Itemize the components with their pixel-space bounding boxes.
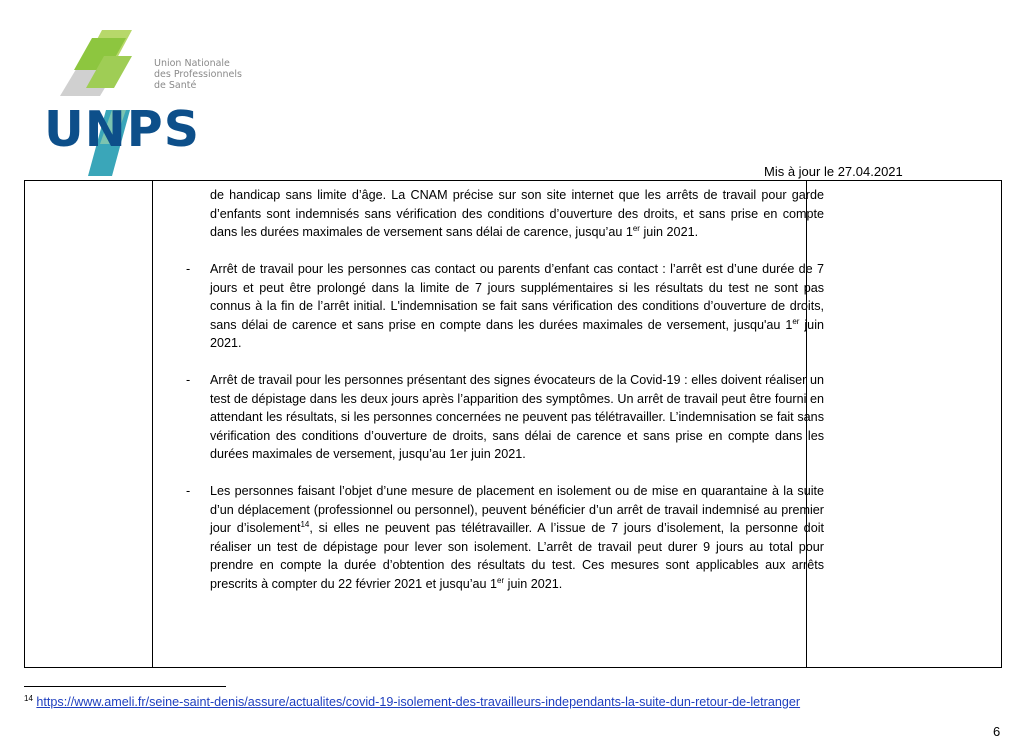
bullet-text: Arrêt de travail pour les personnes cas contact ou parents d’enfant cas contact : l’arrêt est d’une durée de 7 jours et peut être prolongé dans la limite de 7 jours supplémentaires si les résultats du test ne sont pas connus à la fin de l’arrêt initial. L'indemnisation se fait sans vérification des conditions d’ouverture de droits, sans délai de carence et sans prise en compte dans les durées maximales de versement, jusqu'au 1 xyxy=(210,262,824,332)
paragraph-text: de handicap sans limite d’âge. La CNAM précise sur son site internet que les arrêts de travail pour garde d’enfants sont indemnisés sans vérification des conditions d’ouverture des droits, et sans prise en compte dans les durées maximales de versement sans délai de carence, jusqu’au 1 xyxy=(210,188,824,239)
footnote-link[interactable]: https://www.ameli.fr/seine-saint-denis/assure/actualites/covid-19-isolement-des-travailleurs-independants-la-suite-dun-retour-de-letranger xyxy=(36,695,801,709)
update-date: Mis à jour le 27.04.2021 xyxy=(764,164,903,179)
bullet-dash: - xyxy=(186,484,191,498)
tagline-line: Union Nationale xyxy=(154,58,230,69)
bullet-dash: - xyxy=(186,262,191,276)
unps-logo xyxy=(20,26,240,178)
footnote xyxy=(24,695,800,709)
tagline-line: de Santé xyxy=(154,80,197,91)
superscript: er xyxy=(632,223,640,233)
bullet-item xyxy=(186,260,824,353)
bullet-text: juin 2021. xyxy=(210,317,824,350)
intro-paragraph xyxy=(210,186,824,242)
content-text xyxy=(186,186,824,612)
logo-tagline xyxy=(154,58,242,91)
footnote-number: 14 xyxy=(24,693,33,703)
bullet-text: Arrêt de travail pour les personnes présentant des signes évocateurs de la Covid-19 : elles doivent réaliser un test de dépistage dans les deux jours après l’apparition des symptômes. Un arrêt de travail peut être fourni en attendant les résultats, si les personnes concernées ne peuvent pas télétravailler. L’indemnisation se fait sans vérification des conditions d’ouverture de droits, sans délai de carence et sans prise en compte dans les durées maximales de versement, jusqu’au 1er juin 2021. xyxy=(210,373,824,461)
column-divider xyxy=(152,181,153,667)
bullet-item xyxy=(186,371,824,464)
page-number: 6 xyxy=(993,724,1001,739)
paragraph-text: juin 2021. xyxy=(639,225,699,239)
superscript: er xyxy=(792,316,800,326)
footnote-ref: 14 xyxy=(300,519,310,529)
content-table xyxy=(24,180,1002,668)
bullet-dash: - xyxy=(186,373,191,387)
logo-wordmark: UNPS xyxy=(44,101,201,158)
bullet-text: juin 2021. xyxy=(504,576,563,591)
bullet-item xyxy=(186,482,824,593)
tagline-line: des Professionnels xyxy=(154,69,242,80)
bullet-text: Les personnes faisant l’objet d’une mesure de placement en isolement ou de mise en quarantaine à la suite d’un déplacement (professionnel ou personnel), peuvent bénéficier d’un arrêt de travail indemnisé au premier jour d’isolement xyxy=(210,484,824,535)
footnote-separator xyxy=(24,686,226,687)
superscript: er xyxy=(497,575,505,585)
bullet-text: , si elles ne peuvent pas télétravailler. A l’issue de 7 jours d’isolement, la personne doit réaliser un test de dépistage pour lever son isolement. L’arrêt de travail peut durer 9 jours au total pour prendre en compte la durée d’obtention des résultats du test. Ces mesures sont applicables aux arrêts prescrits à compter du 22 février 2021 et jusqu’au 1 xyxy=(210,521,824,591)
